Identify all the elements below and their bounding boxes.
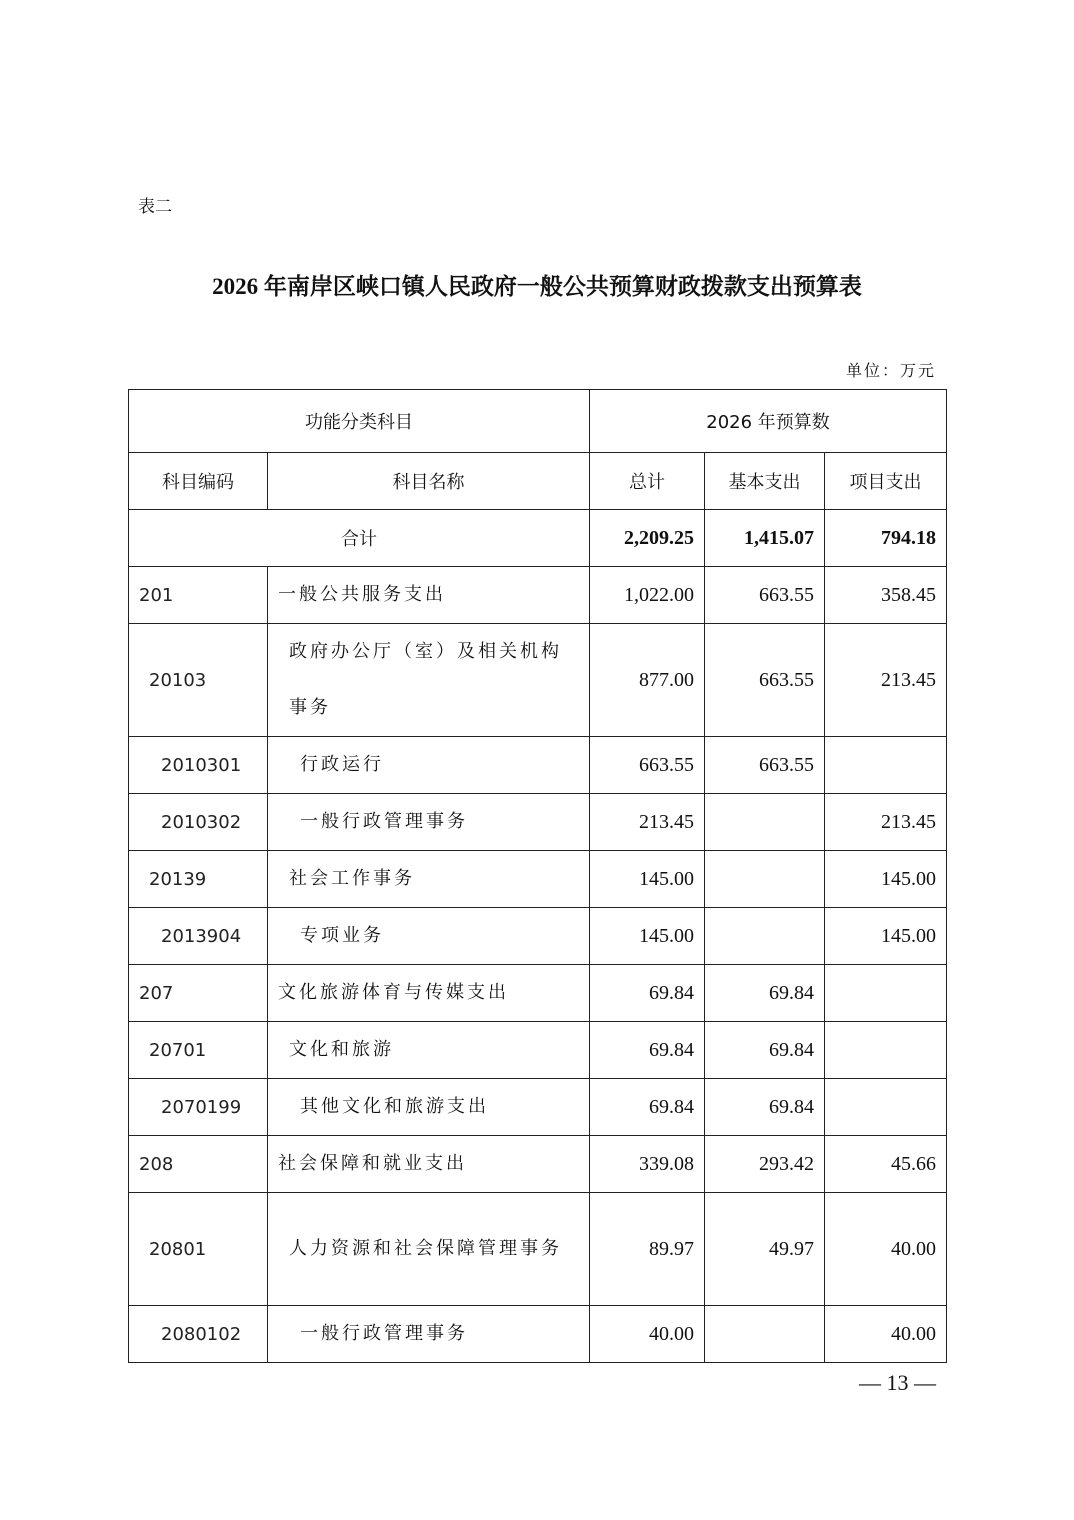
code-cell: 2013904	[129, 908, 268, 965]
header-row-1	[129, 390, 947, 453]
basic-cell: 69.84	[705, 965, 825, 1022]
total-cell: 89.97	[590, 1193, 705, 1306]
name-cell: 社会工作事务	[268, 851, 590, 908]
header-row-2	[129, 453, 947, 510]
total-project: 794.18	[825, 510, 947, 567]
basic-cell	[705, 1306, 825, 1363]
basic-cell	[705, 908, 825, 965]
name-cell: 一般行政管理事务	[268, 794, 590, 851]
header-total: 总计	[590, 453, 705, 510]
project-cell: 40.00	[825, 1193, 947, 1306]
project-cell	[825, 1079, 947, 1136]
name-cell: 行政运行	[268, 737, 590, 794]
table-row	[129, 1193, 947, 1306]
table-row	[129, 1022, 947, 1079]
project-cell: 213.45	[825, 794, 947, 851]
header-function-category: 功能分类科目	[129, 390, 590, 453]
basic-cell: 69.84	[705, 1022, 825, 1079]
basic-cell	[705, 851, 825, 908]
code-cell: 201	[129, 567, 268, 624]
table-row	[129, 1079, 947, 1136]
table-label: 表二	[138, 197, 172, 217]
total-basic: 1,415.07	[705, 510, 825, 567]
basic-cell: 293.42	[705, 1136, 825, 1193]
project-cell: 45.66	[825, 1136, 947, 1193]
code-cell: 2010301	[129, 737, 268, 794]
table-row	[129, 1306, 947, 1363]
table-row	[129, 965, 947, 1022]
basic-cell	[705, 794, 825, 851]
total-cell: 339.08	[590, 1136, 705, 1193]
project-cell	[825, 965, 947, 1022]
code-cell: 20701	[129, 1022, 268, 1079]
table-row	[129, 1136, 947, 1193]
header-basic: 基本支出	[705, 453, 825, 510]
table-row	[129, 737, 947, 794]
total-cell: 877.00	[590, 624, 705, 737]
total-cell: 145.00	[590, 908, 705, 965]
header-code: 科目编码	[129, 453, 268, 510]
total-cell: 40.00	[590, 1306, 705, 1363]
header-project: 项目支出	[825, 453, 947, 510]
page-number: — 13 —	[859, 1370, 936, 1395]
unit-note: 单位：万元	[845, 361, 936, 380]
basic-cell: 663.55	[705, 624, 825, 737]
code-cell: 2080102	[129, 1306, 268, 1363]
project-cell: 145.00	[825, 851, 947, 908]
code-cell: 207	[129, 965, 268, 1022]
total-cell: 69.84	[590, 965, 705, 1022]
code-cell: 20139	[129, 851, 268, 908]
table-row	[129, 794, 947, 851]
header-budget-2026: 2026 年预算数	[590, 390, 947, 453]
total-cell: 145.00	[590, 851, 705, 908]
project-cell: 358.45	[825, 567, 947, 624]
project-cell	[825, 1022, 947, 1079]
code-cell: 2010302	[129, 794, 268, 851]
name-cell: 政府办公厅（室）及相关机构事务	[268, 624, 590, 737]
basic-cell: 69.84	[705, 1079, 825, 1136]
total-total: 2,209.25	[590, 510, 705, 567]
name-cell: 一般行政管理事务	[268, 1306, 590, 1363]
basic-cell: 49.97	[705, 1193, 825, 1306]
name-cell: 其他文化和旅游支出	[268, 1079, 590, 1136]
total-cell: 213.45	[590, 794, 705, 851]
name-cell: 专项业务	[268, 908, 590, 965]
header-name: 科目名称	[268, 453, 590, 510]
code-cell: 208	[129, 1136, 268, 1193]
code-cell: 2070199	[129, 1079, 268, 1136]
project-cell: 40.00	[825, 1306, 947, 1363]
total-cell: 663.55	[590, 737, 705, 794]
table-row	[129, 908, 947, 965]
name-cell: 文化和旅游	[268, 1022, 590, 1079]
project-cell: 213.45	[825, 624, 947, 737]
budget-table	[128, 389, 947, 1363]
basic-cell: 663.55	[705, 567, 825, 624]
total-cell: 1,022.00	[590, 567, 705, 624]
code-cell: 20801	[129, 1193, 268, 1306]
name-cell: 社会保障和就业支出	[268, 1136, 590, 1193]
total-row	[129, 510, 947, 567]
table-row	[129, 851, 947, 908]
code-cell: 20103	[129, 624, 268, 737]
name-cell: 一般公共服务支出	[268, 567, 590, 624]
total-cell: 69.84	[590, 1022, 705, 1079]
project-cell: 145.00	[825, 908, 947, 965]
name-cell: 文化旅游体育与传媒支出	[268, 965, 590, 1022]
table-row	[129, 624, 947, 737]
table-row	[129, 567, 947, 624]
total-cell: 69.84	[590, 1079, 705, 1136]
name-cell: 人力资源和社会保障管理事务	[268, 1193, 590, 1306]
total-label: 合计	[129, 510, 590, 567]
page-title: 2026 年南岸区峡口镇人民政府一般公共预算财政拨款支出预算表	[212, 274, 862, 299]
basic-cell: 663.55	[705, 737, 825, 794]
project-cell	[825, 737, 947, 794]
